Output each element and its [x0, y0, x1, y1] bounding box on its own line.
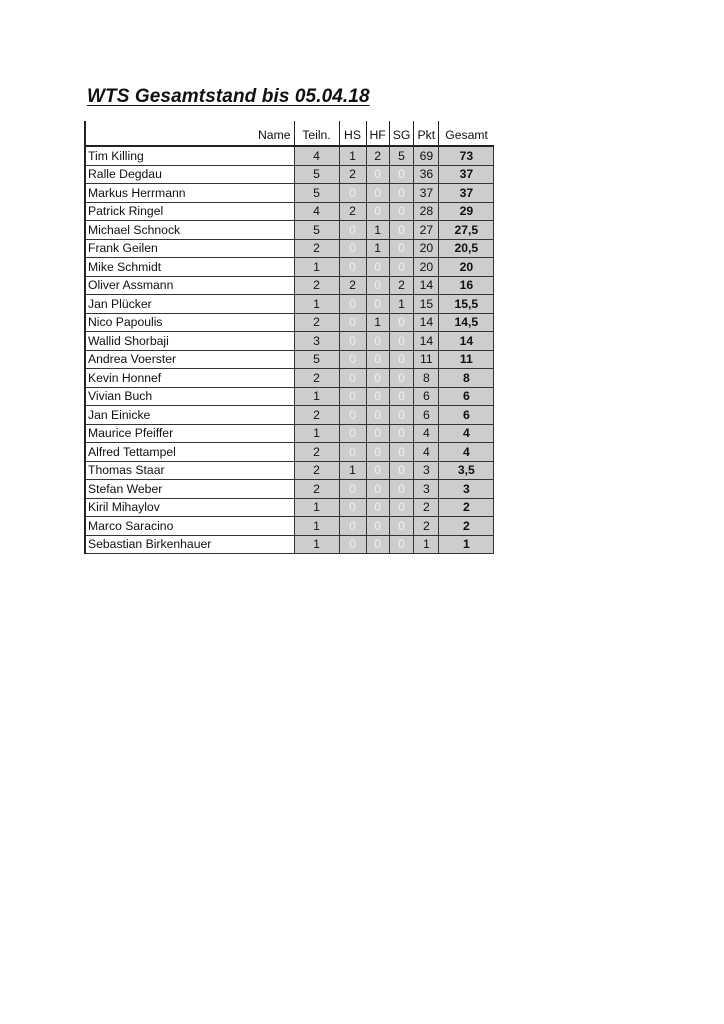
- cell-gesamt: 14: [439, 332, 494, 351]
- cell-sg: 0: [389, 369, 414, 388]
- table-row: [85, 535, 494, 554]
- cell-gesamt: 8: [439, 369, 494, 388]
- cell-hs: 0: [339, 387, 366, 406]
- cell-name: Thomas Staar: [85, 461, 294, 480]
- cell-sg: 0: [389, 406, 414, 425]
- cell-sg: 0: [389, 424, 414, 443]
- cell-pkt: 2: [414, 517, 439, 536]
- cell-hf: 0: [366, 461, 389, 480]
- cell-sg: 0: [389, 239, 414, 258]
- cell-pkt: 3: [414, 461, 439, 480]
- cell-hs: 2: [339, 276, 366, 295]
- cell-hs: 0: [339, 480, 366, 499]
- cell-gesamt: 20: [439, 258, 494, 277]
- table-row: [85, 498, 494, 517]
- cell-pkt: 14: [414, 276, 439, 295]
- cell-pkt: 3: [414, 480, 439, 499]
- table-row: [85, 184, 494, 203]
- table-row: [85, 165, 494, 184]
- cell-pkt: 4: [414, 443, 439, 462]
- cell-sg: 2: [389, 276, 414, 295]
- cell-name: Tim Killing: [85, 146, 294, 165]
- cell-pkt: 11: [414, 350, 439, 369]
- cell-sg: 0: [389, 517, 414, 536]
- cell-name: Vivian Buch: [85, 387, 294, 406]
- cell-name: Marco Saracino: [85, 517, 294, 536]
- cell-pkt: 2: [414, 498, 439, 517]
- table-row: [85, 202, 494, 221]
- cell-name: Ralle Degdau: [85, 165, 294, 184]
- cell-pkt: 14: [414, 332, 439, 351]
- cell-gesamt: 14,5: [439, 313, 494, 332]
- cell-gesamt: 3: [439, 480, 494, 499]
- cell-hf: 1: [366, 313, 389, 332]
- cell-sg: 0: [389, 202, 414, 221]
- cell-hf: 1: [366, 239, 389, 258]
- cell-gesamt: 3,5: [439, 461, 494, 480]
- cell-hs: 0: [339, 332, 366, 351]
- table-row: [85, 387, 494, 406]
- cell-sg: 0: [389, 535, 414, 554]
- table-row: [85, 517, 494, 536]
- cell-name: Oliver Assmann: [85, 276, 294, 295]
- table-row: [85, 239, 494, 258]
- cell-pkt: 37: [414, 184, 439, 203]
- cell-teiln: 1: [294, 258, 339, 277]
- cell-teiln: 2: [294, 239, 339, 258]
- cell-hs: 2: [339, 165, 366, 184]
- cell-sg: 0: [389, 313, 414, 332]
- cell-name: Mike Schmidt: [85, 258, 294, 277]
- table-row: [85, 369, 494, 388]
- table-row: [85, 424, 494, 443]
- table-row: [85, 406, 494, 425]
- cell-gesamt: 1: [439, 535, 494, 554]
- table-row: [85, 332, 494, 351]
- cell-sg: 1: [389, 295, 414, 314]
- cell-name: Sebastian Birkenhauer: [85, 535, 294, 554]
- cell-gesamt: 73: [439, 146, 494, 165]
- cell-teiln: 4: [294, 146, 339, 165]
- cell-gesamt: 6: [439, 387, 494, 406]
- cell-teiln: 2: [294, 369, 339, 388]
- cell-sg: 0: [389, 498, 414, 517]
- cell-teiln: 5: [294, 184, 339, 203]
- cell-gesamt: 37: [439, 184, 494, 203]
- cell-hs: 0: [339, 424, 366, 443]
- table-row: [85, 258, 494, 277]
- cell-sg: 0: [389, 443, 414, 462]
- cell-name: Frank Geilen: [85, 239, 294, 258]
- cell-pkt: 20: [414, 239, 439, 258]
- cell-teiln: 1: [294, 295, 339, 314]
- cell-name: Nico Papoulis: [85, 313, 294, 332]
- cell-gesamt: 6: [439, 406, 494, 425]
- cell-gesamt: 2: [439, 517, 494, 536]
- cell-teiln: 5: [294, 165, 339, 184]
- table-row: [85, 443, 494, 462]
- cell-hs: 0: [339, 443, 366, 462]
- cell-sg: 0: [389, 350, 414, 369]
- cell-hs: 0: [339, 295, 366, 314]
- table-header-row: [85, 121, 494, 146]
- cell-teiln: 2: [294, 443, 339, 462]
- cell-hf: 0: [366, 387, 389, 406]
- cell-hf: 0: [366, 406, 389, 425]
- table-row: [85, 461, 494, 480]
- cell-pkt: 20: [414, 258, 439, 277]
- cell-hs: 0: [339, 535, 366, 554]
- standings-table: [84, 121, 494, 554]
- cell-pkt: 27: [414, 221, 439, 240]
- cell-pkt: 1: [414, 535, 439, 554]
- cell-sg: 0: [389, 221, 414, 240]
- cell-name: Alfred Tettampel: [85, 443, 294, 462]
- cell-hf: 2: [366, 146, 389, 165]
- cell-teiln: 5: [294, 350, 339, 369]
- cell-hs: 1: [339, 146, 366, 165]
- column-header-hf: HF: [366, 121, 389, 146]
- table-row: [85, 295, 494, 314]
- cell-name: Markus Herrmann: [85, 184, 294, 203]
- cell-pkt: 28: [414, 202, 439, 221]
- cell-hs: 0: [339, 406, 366, 425]
- page-title: WTS Gesamtstand bis 05.04.18: [87, 86, 370, 107]
- table-row: [85, 221, 494, 240]
- cell-sg: 0: [389, 165, 414, 184]
- cell-sg: 5: [389, 146, 414, 165]
- cell-teiln: 2: [294, 276, 339, 295]
- cell-sg: 0: [389, 258, 414, 277]
- column-header-sg: SG: [389, 121, 414, 146]
- cell-hs: 0: [339, 498, 366, 517]
- cell-gesamt: 27,5: [439, 221, 494, 240]
- cell-pkt: 6: [414, 387, 439, 406]
- cell-name: Kiril Mihaylov: [85, 498, 294, 517]
- cell-pkt: 4: [414, 424, 439, 443]
- cell-hf: 0: [366, 165, 389, 184]
- cell-hf: 0: [366, 480, 389, 499]
- cell-teiln: 2: [294, 313, 339, 332]
- cell-hs: 0: [339, 258, 366, 277]
- cell-gesamt: 15,5: [439, 295, 494, 314]
- cell-gesamt: 2: [439, 498, 494, 517]
- cell-name: Jan Einicke: [85, 406, 294, 425]
- cell-pkt: 14: [414, 313, 439, 332]
- cell-teiln: 2: [294, 406, 339, 425]
- cell-hf: 0: [366, 332, 389, 351]
- table-row: [85, 350, 494, 369]
- cell-gesamt: 29: [439, 202, 494, 221]
- cell-hf: 0: [366, 498, 389, 517]
- cell-hf: 0: [366, 258, 389, 277]
- cell-hf: 0: [366, 443, 389, 462]
- cell-hf: 0: [366, 202, 389, 221]
- cell-hf: 0: [366, 535, 389, 554]
- cell-sg: 0: [389, 184, 414, 203]
- cell-name: Patrick Ringel: [85, 202, 294, 221]
- cell-hf: 0: [366, 276, 389, 295]
- cell-hs: 0: [339, 350, 366, 369]
- cell-teiln: 1: [294, 517, 339, 536]
- cell-teiln: 1: [294, 424, 339, 443]
- cell-hs: 0: [339, 369, 366, 388]
- cell-name: Jan Plücker: [85, 295, 294, 314]
- column-header-pkt: Pkt: [414, 121, 439, 146]
- cell-gesamt: 4: [439, 424, 494, 443]
- cell-teiln: 1: [294, 535, 339, 554]
- cell-teiln: 1: [294, 498, 339, 517]
- cell-sg: 0: [389, 332, 414, 351]
- cell-pkt: 15: [414, 295, 439, 314]
- column-header-teiln: Teiln.: [294, 121, 339, 146]
- column-header-hs: HS: [339, 121, 366, 146]
- cell-pkt: 36: [414, 165, 439, 184]
- cell-hs: 0: [339, 239, 366, 258]
- cell-hf: 0: [366, 184, 389, 203]
- table-body: [85, 146, 494, 554]
- cell-pkt: 69: [414, 146, 439, 165]
- cell-gesamt: 11: [439, 350, 494, 369]
- column-header-name: Name: [85, 121, 294, 146]
- table-row: [85, 480, 494, 499]
- cell-hs: 2: [339, 202, 366, 221]
- cell-hs: 1: [339, 461, 366, 480]
- cell-teiln: 5: [294, 221, 339, 240]
- cell-hf: 0: [366, 424, 389, 443]
- cell-hf: 0: [366, 295, 389, 314]
- cell-hf: 0: [366, 350, 389, 369]
- column-header-gesamt: Gesamt: [439, 121, 494, 146]
- cell-hs: 0: [339, 313, 366, 332]
- cell-teiln: 2: [294, 461, 339, 480]
- cell-gesamt: 37: [439, 165, 494, 184]
- cell-hf: 1: [366, 221, 389, 240]
- cell-name: Wallid Shorbaji: [85, 332, 294, 351]
- cell-teiln: 3: [294, 332, 339, 351]
- table-row: [85, 276, 494, 295]
- cell-gesamt: 4: [439, 443, 494, 462]
- cell-name: Stefan Weber: [85, 480, 294, 499]
- cell-name: Michael Schnock: [85, 221, 294, 240]
- cell-hf: 0: [366, 369, 389, 388]
- cell-teiln: 4: [294, 202, 339, 221]
- cell-hs: 0: [339, 184, 366, 203]
- cell-sg: 0: [389, 387, 414, 406]
- cell-teiln: 2: [294, 480, 339, 499]
- cell-hs: 0: [339, 221, 366, 240]
- cell-gesamt: 16: [439, 276, 494, 295]
- cell-sg: 0: [389, 480, 414, 499]
- cell-pkt: 8: [414, 369, 439, 388]
- cell-hf: 0: [366, 517, 389, 536]
- cell-pkt: 6: [414, 406, 439, 425]
- cell-teiln: 1: [294, 387, 339, 406]
- table-row: [85, 146, 494, 165]
- cell-sg: 0: [389, 461, 414, 480]
- cell-hs: 0: [339, 517, 366, 536]
- table-row: [85, 313, 494, 332]
- cell-gesamt: 20,5: [439, 239, 494, 258]
- cell-name: Kevin Honnef: [85, 369, 294, 388]
- cell-name: Maurice Pfeiffer: [85, 424, 294, 443]
- cell-name: Andrea Voerster: [85, 350, 294, 369]
